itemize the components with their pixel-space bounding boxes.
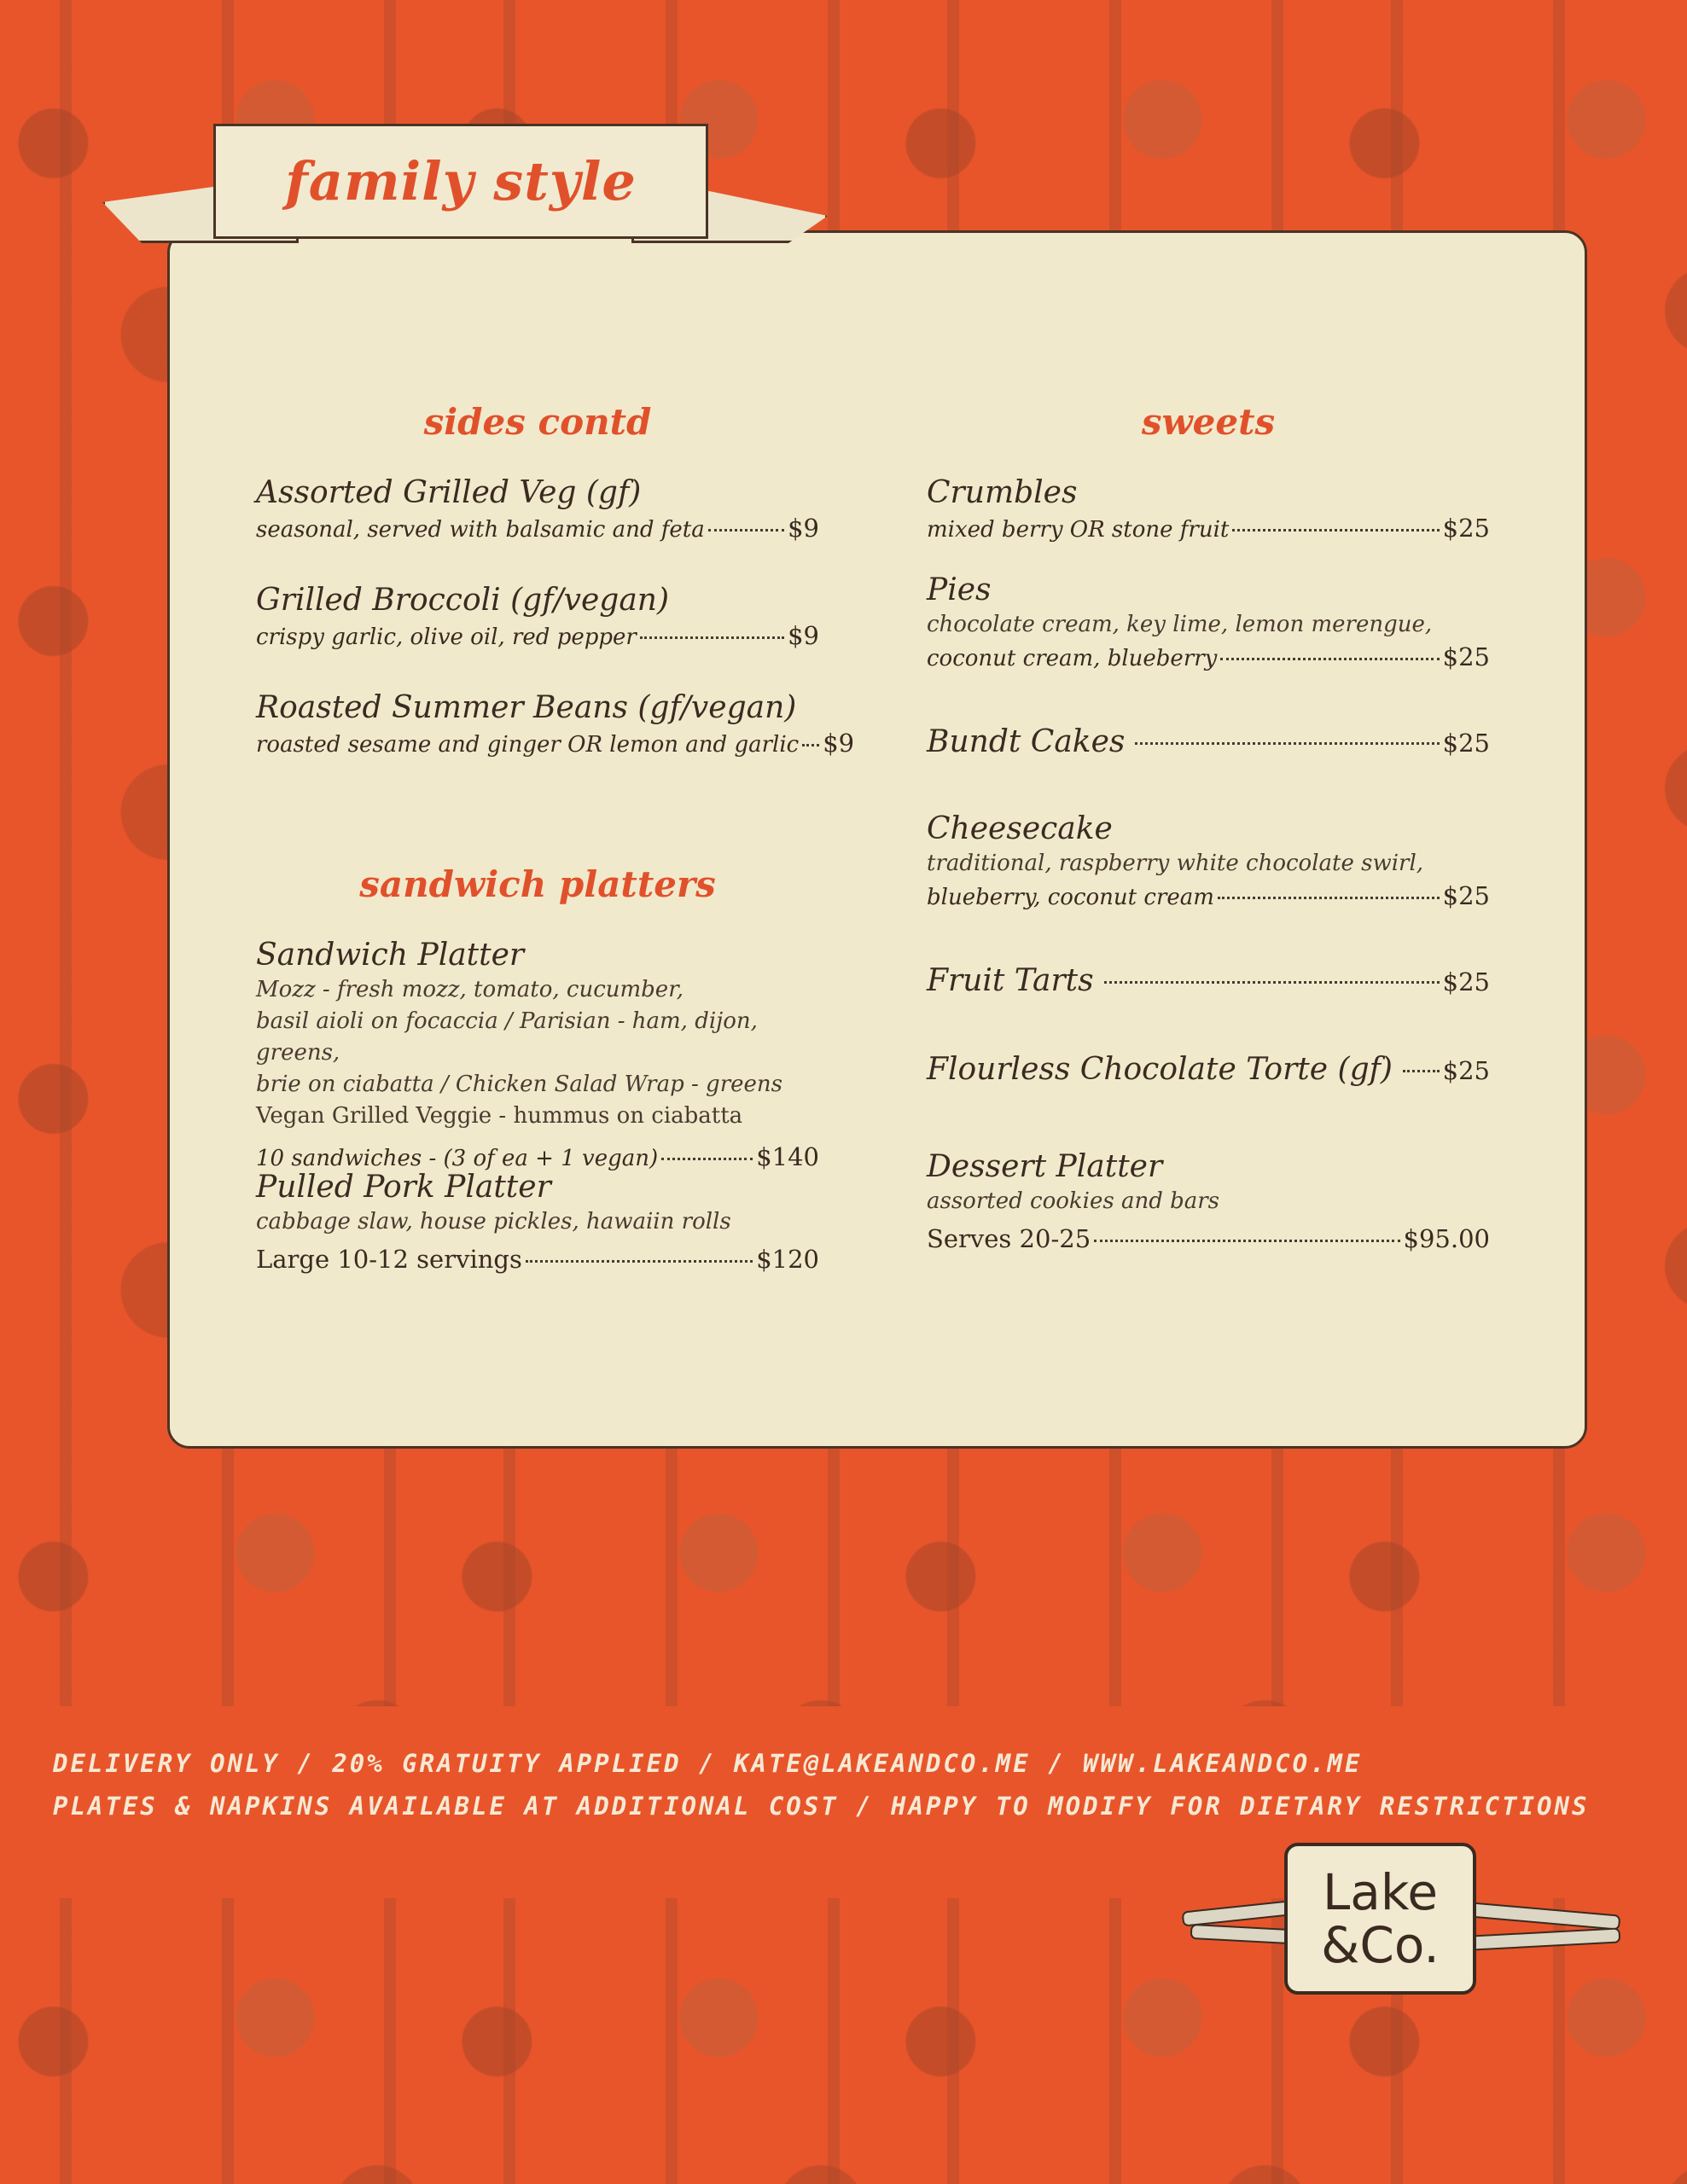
item-price: $9 <box>823 729 855 758</box>
item-price: $140 <box>756 1142 819 1171</box>
dot-leader <box>661 1158 753 1160</box>
item-name: Cheesecake <box>927 811 1113 846</box>
menu-item <box>927 1051 1490 1089</box>
menu-item <box>927 1148 1490 1255</box>
menu-item <box>927 810 1490 914</box>
dot-leader <box>802 744 819 746</box>
item-name: Flourless Chocolate Torte (gf) <box>927 1052 1393 1087</box>
dot-leader <box>1104 981 1440 984</box>
dot-leader <box>640 636 784 639</box>
item-name: Pies <box>927 572 992 607</box>
menu-item <box>927 723 1490 761</box>
price-row <box>256 619 819 653</box>
item-price: $25 <box>1442 967 1490 996</box>
item-description: seasonal, served with balsamic and feta <box>256 517 705 543</box>
menu-item <box>256 474 819 546</box>
dot-leader <box>708 529 784 531</box>
item-name: Fruit Tarts <box>927 963 1094 998</box>
logo-text-line-2: &Co. <box>1321 1916 1440 1974</box>
price-row <box>256 727 855 761</box>
footer-line-1: DELIVERY ONLY / 20% GRATUITY APPLIED / KATE@LAKEANDCO.ME / WWW.LAKEANDCO.ME <box>53 1749 1363 1778</box>
menu-item <box>927 572 1490 675</box>
item-name: Roasted Summer Beans (gf/vegan) <box>256 690 797 725</box>
item-description: traditional, raspberry white chocolate swirl, <box>927 851 1424 876</box>
item-price: $25 <box>1442 1056 1490 1085</box>
item-price: $9 <box>788 514 819 543</box>
item-description: mixed berry OR stone fruit <box>927 517 1230 543</box>
item-description: coconut cream, blueberry <box>927 646 1218 671</box>
price-row <box>256 1243 819 1275</box>
item-price: $95.00 <box>1403 1224 1490 1253</box>
dot-leader <box>1403 1070 1440 1072</box>
item-name: Crumbles <box>927 475 1078 510</box>
menu-item <box>256 582 819 653</box>
item-price: $25 <box>1442 642 1490 671</box>
name-price-row <box>927 723 1490 761</box>
sides-heading: sides contd <box>423 401 652 443</box>
item-name: Dessert Platter <box>927 1149 1163 1184</box>
item-description: chocolate cream, key lime, lemon merengue, <box>927 612 1433 637</box>
item-name: Grilled Broccoli (gf/vegan) <box>256 583 670 618</box>
dot-leader <box>526 1260 753 1263</box>
item-description-line: brie on ciabatta / Chicken Salad Wrap - greens <box>256 1072 782 1097</box>
dot-leader <box>1220 658 1439 660</box>
logo-badge <box>1284 1843 1476 1995</box>
item-price: $9 <box>788 621 819 650</box>
logo-text-line-1: Lake <box>1322 1863 1439 1921</box>
sweets-heading: sweets <box>1141 401 1276 443</box>
footer-line-2: PLATES & NAPKINS AVAILABLE AT ADDITIONAL COST / HAPPY TO MODIFY FOR DIETARY RESTRICTIONS <box>53 1792 1590 1821</box>
price-row <box>927 641 1490 675</box>
logo <box>1182 1843 1626 2005</box>
menu-item <box>256 937 819 1175</box>
dot-leader <box>1135 742 1439 745</box>
item-price: $25 <box>1442 881 1490 910</box>
dot-leader <box>1218 897 1440 899</box>
item-description: cabbage slaw, house pickles, hawaiin rolls <box>256 1209 731 1234</box>
item-quantity: Serves 20-25 <box>927 1224 1091 1253</box>
dot-leader <box>1232 529 1439 531</box>
price-row <box>927 880 1490 914</box>
item-name: Assorted Grilled Veg (gf) <box>256 475 642 510</box>
platters-heading: sandwich platters <box>359 863 716 905</box>
price-row <box>256 512 819 546</box>
item-description: crispy garlic, olive oil, red pepper <box>256 624 637 650</box>
left-column <box>256 0 855 1450</box>
right-column <box>927 0 1490 1450</box>
item-name: Pulled Pork Platter <box>256 1170 551 1205</box>
item-name: Sandwich Platter <box>256 938 525 973</box>
name-price-row <box>927 1051 1490 1089</box>
item-description: assorted cookies and bars <box>927 1188 1220 1214</box>
item-description: blueberry, coconut cream <box>927 885 1214 910</box>
item-quantity: 10 sandwiches - (3 of ea + 1 vegan) <box>256 1146 659 1171</box>
item-name: Bundt Cakes <box>927 724 1126 759</box>
item-description-line: Mozz - fresh mozz, tomato, cucumber, <box>256 977 684 1002</box>
price-row <box>927 512 1490 546</box>
menu-item <box>927 474 1490 546</box>
item-description-line: basil aioli on focaccia / Parisian - ham, dijon, greens, <box>256 1008 758 1066</box>
name-price-row <box>927 962 1490 1000</box>
dot-leader <box>1094 1240 1399 1242</box>
menu-item <box>256 689 855 761</box>
item-price: $25 <box>1442 514 1490 543</box>
item-price: $120 <box>756 1245 819 1274</box>
menu-item <box>927 962 1490 1000</box>
page-title: family style <box>285 150 637 212</box>
menu-item <box>256 1169 819 1275</box>
item-quantity: Large 10-12 servings <box>256 1245 522 1274</box>
item-price: $25 <box>1442 729 1490 758</box>
price-row <box>927 1223 1490 1255</box>
item-description-line: Vegan Grilled Veggie - hummus on ciabatta <box>256 1103 743 1129</box>
item-description: roasted sesame and ginger OR lemon and garlic <box>256 732 800 758</box>
